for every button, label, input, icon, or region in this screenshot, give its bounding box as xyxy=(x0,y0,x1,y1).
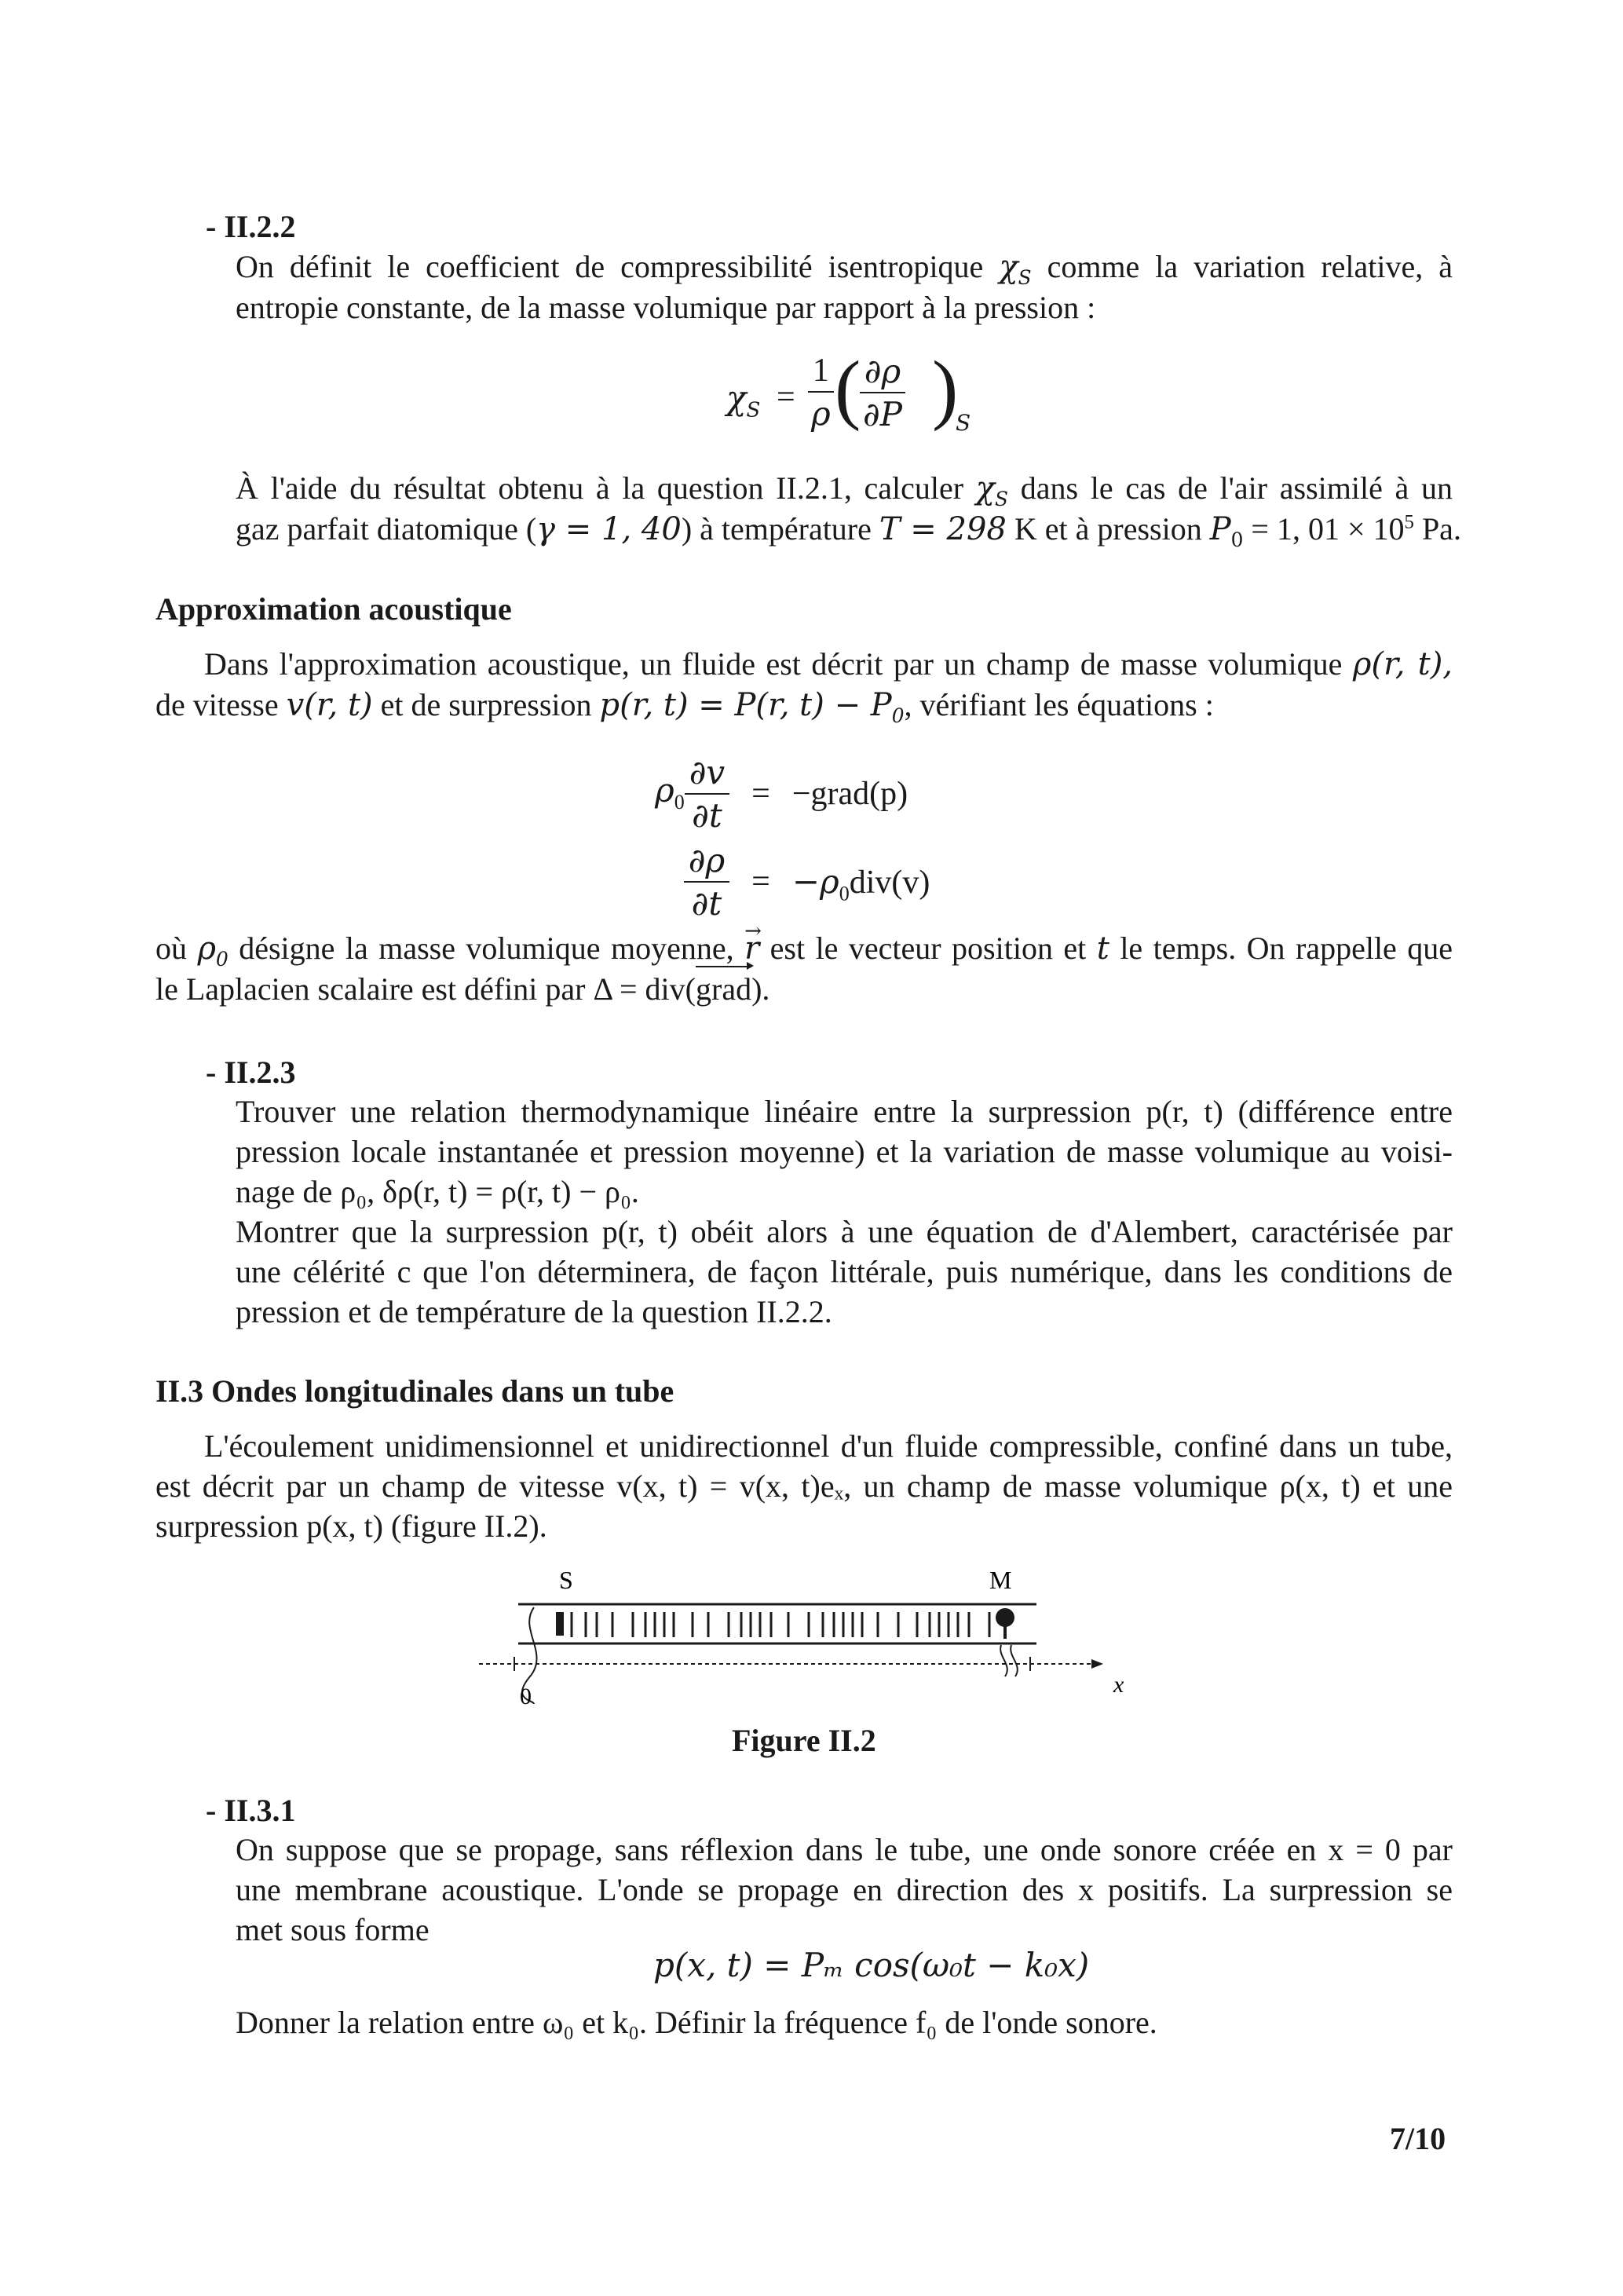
text: est le vecteur position et xyxy=(769,930,1087,966)
question-number-2-2: - II.2.2 xyxy=(206,209,296,244)
text: K et à pression xyxy=(1014,511,1202,547)
section-heading-acoustic: Approximation acoustique xyxy=(155,591,512,627)
x-axis-arrow xyxy=(1091,1659,1103,1669)
text: comme la variation relative, à xyxy=(1047,249,1453,284)
label-x-axis: x xyxy=(1113,1672,1124,1698)
text: où xyxy=(155,930,187,966)
density-lines xyxy=(572,1612,989,1637)
text: entropie constante, de la masse volumique par rapport à la pression : xyxy=(236,290,1096,325)
membrane xyxy=(556,1612,564,1636)
equal-sign: = xyxy=(751,864,770,900)
paragraph-3-1-b: Donner la relation entre ω₀ et k₀. Définir la fréquence f₀ de l'onde sonore. xyxy=(236,2005,1157,2040)
frac-num: ∂ρ xyxy=(860,352,905,393)
text: de vitesse xyxy=(155,687,279,722)
label-origin: 0 xyxy=(520,1684,532,1709)
probe-wire xyxy=(1000,1645,1007,1676)
rho0: ρ xyxy=(655,770,674,810)
frac-num: ∂ρ xyxy=(684,841,729,883)
paragraph-acoustic: Dans l'approximation acoustique, un fluide est décrit par un champ de masse volumique ρ(r, t), de vitesse v(r, t) et de surpression p(r, t) = P(r, $t) - P_0$, vérifiant les équations : xyxy=(155,646,1453,727)
frac-num: ∂v xyxy=(685,753,729,795)
text: et de surpression xyxy=(380,687,592,722)
text: On définit le coefficient de compressibilité isentropique xyxy=(236,249,984,284)
question-number-3-1: - II.3.1 xyxy=(206,1793,296,1828)
temperature-value: T = 298 xyxy=(879,511,1007,547)
frac-den: ∂t xyxy=(692,796,722,835)
equation-system-acoustic: $\rho_0$ $\frac{\partial v}{\partial t}$ = −grad(p) $\frac{\partial\rho}{\partial t}$ = $-\rho_0div(v)$ xyxy=(644,750,941,926)
text-line: est décrit par un champ de vitesse v(x, t) = v(x, t)eₓ, un champ de masse volumique ρ(x, t) et une xyxy=(155,1468,1453,1504)
text-line: pression locale instantanée et pression moyenne) et la variation de masse volumique au voisi- xyxy=(236,1134,1453,1169)
frac-den: ∂t xyxy=(691,884,722,923)
text-line: Trouver une relation thermodynamique linéaire entre la surpression p(r, t) (différence entre xyxy=(236,1094,1453,1129)
text: Pa. xyxy=(1421,511,1461,547)
frac-den: ρ xyxy=(811,394,831,433)
grad-operator: grad xyxy=(696,969,751,1009)
figure-tube xyxy=(471,1567,1146,1724)
text-line: On suppose que se propage, sans réflexion dans le tube, une onde sonore créée en x = 0 par xyxy=(236,1832,1453,1867)
text: , vérifiant les équations : xyxy=(904,687,1214,722)
eq-sub: S xyxy=(956,410,971,436)
equation-rhs-div: div(v) xyxy=(849,865,930,901)
rho-field: ρ(r, t), xyxy=(1352,646,1453,682)
tube-diagram xyxy=(471,1567,1146,1724)
text-line: L'écoulement unidimensionnel et unidirectionnel d'un fluide compressible, confiné dans un tube, xyxy=(204,1428,1453,1464)
paragraph-3-1 xyxy=(236,1830,1453,1950)
probe-wire xyxy=(1011,1645,1018,1676)
text: Dans l'approximation acoustique, un fluide est décrit par un champ de masse volumique xyxy=(204,646,1343,682)
chi-sub: S xyxy=(1018,266,1032,289)
label-m: M xyxy=(989,1567,1012,1594)
paragraph-2-2-b: À l'aide du résultat obtenu à la question II.2.1, calculer $\chi_S$ dans le cas de l'air assimilé à un gaz parfait diatomique (γ = 1, 40) à température T = 298 K et à pression $P_0 = 1$, $01 \times 10^5$ Pa. xyxy=(236,470,1461,551)
paragraph-2-3 xyxy=(236,1091,1453,1332)
section-heading-2-3: II.3 Ondes longitudinales dans un tube xyxy=(155,1373,674,1409)
text-line: met sous forme xyxy=(236,1912,430,1947)
paragraph-2-2 xyxy=(236,247,1453,327)
gamma-value: γ = 1, 40 xyxy=(536,511,682,547)
chi: χ xyxy=(975,470,996,506)
text-line: Montrer que la surpression p(r, t) obéit alors à une équation de d'Alembert, caractérisée par xyxy=(236,1214,1453,1249)
equation-rhs: −grad(p) xyxy=(791,776,908,812)
text-line: une membrane acoustique. L'onde se propage en direction des x positifs. La surpression se xyxy=(236,1872,1453,1907)
text: dans le cas de l'air assimilé à un xyxy=(1020,470,1453,506)
equation-rhs: −ρ xyxy=(791,862,839,901)
text: ) à température xyxy=(681,511,872,547)
paragraph-acoustic-b: où $\rho_0$ désigne la masse volumique moyenne, r → est le vecteur position et t le temps. On rappelle que le Laplacien scalaire est défini par Δ = div(grad). xyxy=(155,928,1453,1009)
text: désigne la masse volumique moyenne, xyxy=(239,930,734,966)
chi-s-symbol xyxy=(999,249,1032,289)
frac-den: ∂P xyxy=(863,395,902,433)
text-line: surpression p(x, t) (figure II.2). xyxy=(155,1508,547,1544)
text: gaz parfait diatomique ( xyxy=(236,511,537,547)
velocity-field: v(r, t) xyxy=(286,687,373,723)
text: À l'aide du résultat obtenu à la question II.2.1, calculer xyxy=(236,470,964,506)
pressure-value: = 1, 01 × 10 xyxy=(1251,511,1405,547)
text: le temps. On rappelle que xyxy=(1120,930,1453,966)
text-line: nage de ρ₀, δρ(r, t) = ρ(r, t) − ρ₀. xyxy=(236,1174,639,1209)
text-line: pression et de température de la question II.2.2. xyxy=(236,1294,832,1329)
paragraph-tube xyxy=(155,1426,1453,1546)
chi: χ xyxy=(726,378,747,417)
page-number: 7/10 xyxy=(1390,2121,1446,2156)
equation-chi-s: $\chi_S$ = $\frac{1}{\rho}$ ( $\frac{\partial\rho}{\partial P}$ ) S xyxy=(726,345,971,436)
chi: χ xyxy=(999,249,1018,285)
chi-sub: S xyxy=(995,488,1009,510)
text: le Laplacien scalaire est défini par Δ = div( xyxy=(155,971,696,1007)
text-line: une célérité c que l'on déterminera, de façon littérale, puis numérique, dans les conditions de xyxy=(236,1254,1453,1289)
label-s: S xyxy=(559,1567,573,1594)
question-number-2-3: - II.2.3 xyxy=(206,1055,296,1090)
text: ). xyxy=(751,971,770,1007)
equal-sign: = xyxy=(751,776,770,812)
equation-pressure-wave: p(x, t) = Pₘ cos(ω₀t − k₀x) xyxy=(653,1946,1090,1984)
chi-sub: S xyxy=(746,398,761,422)
overpressure-def: p(r, t) = P(r, t) − P xyxy=(599,687,892,723)
figure-caption: Figure II.2 xyxy=(732,1723,876,1758)
frac-num: 1 xyxy=(808,352,834,393)
pressure-exponent: 5 xyxy=(1404,511,1414,533)
